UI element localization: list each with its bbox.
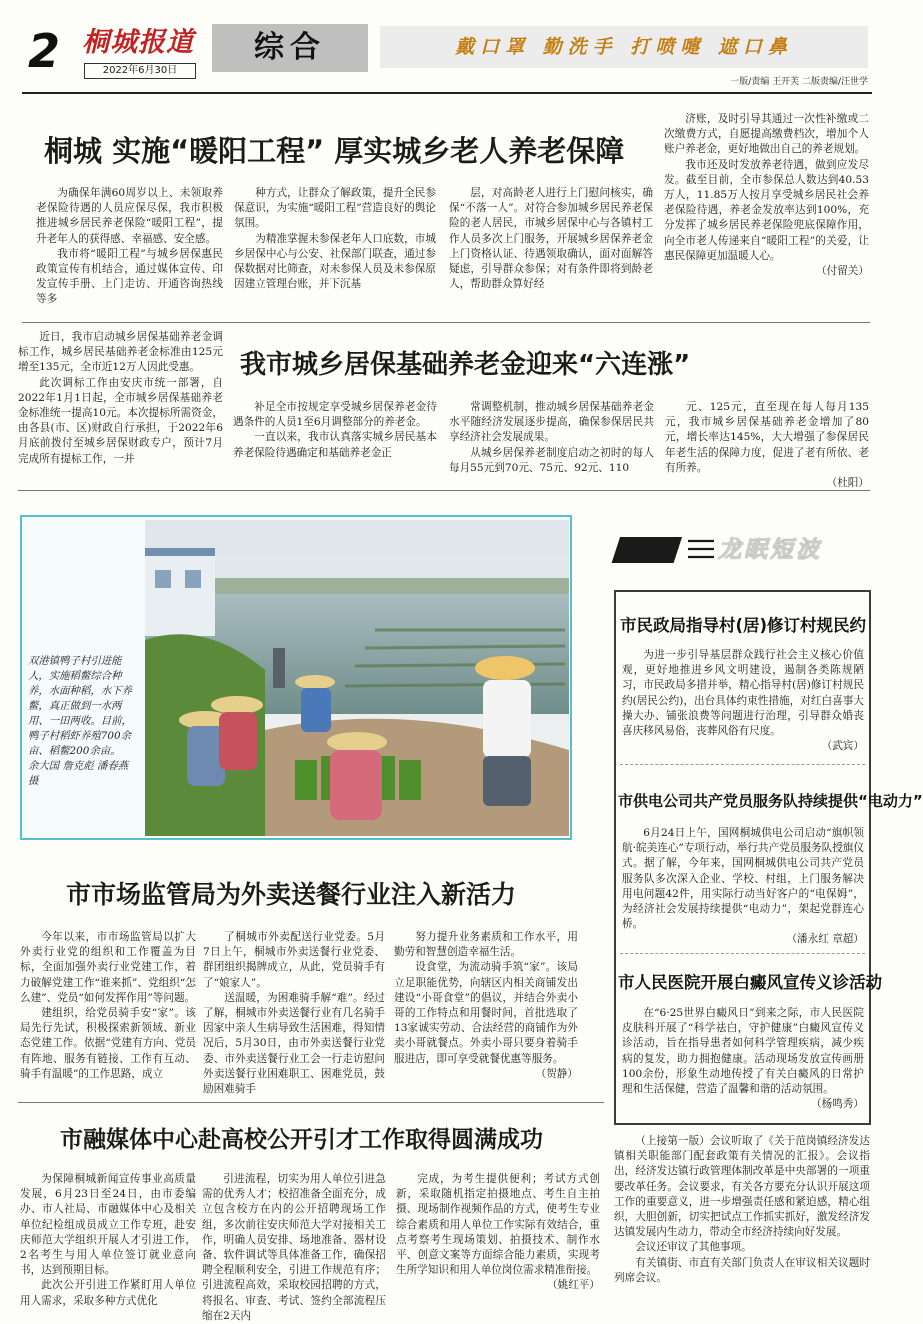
article2-col1-p: 近日，我市启动城乡居保基础养老金调标工作，城乡居民基础养老金标准由125元增至135元，全市近12万人因此受惠。 bbox=[18, 331, 223, 374]
article4-col2-p: 引进流程，切实为用人单位引进急需的优秀人才；校招准备全面充分，成立包含校方在内的公开招聘现场工作组，多次前往安庆师范大学对接相关工作，明确人员安排、场地准备、器材设备、软件调试等具体准备工作，确保招聘全程顺利安全，引进工作规范有序；引进流程高效，采取校园招聘的方式，将报名、审查、考试、签约全部流程压缩在2天内 bbox=[202, 1173, 386, 1322]
article2-col2-p: 一直以来，我市认真落实城乡居民基本养老保险待遇确定和基础养老金正 bbox=[233, 431, 437, 459]
article1-col3 bbox=[449, 186, 653, 314]
brief1-body bbox=[622, 648, 864, 758]
article1-col2-p: 为精准掌握未参保老年人口底数，市城乡居保中心与公安、社保部门联查，通过参保数据对比筛查，对未参保人员及未参保原因建立管理台账，并下沉基 bbox=[234, 232, 436, 291]
newspaper-name: 桐城报道 bbox=[82, 27, 194, 58]
article2-col3-p: 常调整机制，推动城乡居保基础养老金水平随经济发展逐步提高，确保参保居民共享经济社会发展成果。 bbox=[449, 401, 654, 444]
article1-title: 桐城 实施“暖阳工程” 厚实城乡老人养老保障 bbox=[44, 134, 625, 168]
article4-signature: （姚红平） bbox=[547, 1279, 600, 1292]
divider bbox=[18, 1102, 604, 1103]
section-header-text: 龙眠短波 bbox=[718, 537, 822, 563]
article2-col1 bbox=[18, 330, 223, 475]
publication-date: 2022年6月30日 bbox=[84, 63, 196, 79]
article1-col3-p: 层，对高龄老人进行上门慰问核实，确保“不落一人”。对符合参加城乡居民养老保险的老人居民，市城乡居保中心与各镇村工作人员多次上门服务，开展城乡居保养老金上门资格认证、待遇领取确认，面对面解答疑虑，引导群众参保；对有条件即将到龄老人，帮助群众算好经 bbox=[449, 187, 653, 291]
article3-col2-p: 送温暖，为困难骑手解“难”。经过了解，桐城市外卖送餐行业有几名骑手因家中亲人生病导致生活困难，得知情况后，5月30日，由市外卖送餐行业党委、市外卖送餐行业工会一行走访慰问外卖送餐行业困难职工、困难党员，鼓励困难骑手 bbox=[203, 991, 385, 1096]
article3-col2-p: 了桐城市外卖配送行业党委。5月7日上午，桐城市外卖送餐行业党委、群团组织揭牌成立，从此，党员骑手有了“娘家人”。 bbox=[203, 931, 385, 989]
article3-col1 bbox=[20, 930, 196, 1088]
article3-title: 市市场监管局为外卖送餐行业注入新活力 bbox=[66, 880, 517, 909]
article2-col2 bbox=[233, 400, 437, 476]
slogan-banner: 戴口罩 勤洗手 打喷嚏 遮口鼻 bbox=[380, 26, 868, 68]
continued-p: 有关镇街、市直有关部门负责人在审议相关议题时列席会议。 bbox=[614, 1256, 870, 1284]
article1-col1-p: 为确保年满60周岁以上、未领取养老保险待遇的人员应保尽保，我市积极推进城乡居民养老保险“暖阳工程”，提升老年人的获得感、幸福感、安全感。 bbox=[36, 187, 223, 245]
article1-col2-p: 种方式，让群众了解政策，提升全民参保意识，为实施“暖阳工程”营造良好的舆论氛围。 bbox=[234, 187, 436, 230]
article3-col1-p: 今年以来，市市场监管局以扩大外卖行业党的组织和工作覆盖为目标，全面加强外卖行业党建工作，着力破解党建工作“谁来抓”、党组织“怎么建”、党员“如何发挥作用”等问题。 bbox=[20, 931, 196, 1004]
brief2-body bbox=[622, 826, 864, 948]
divider bbox=[22, 322, 870, 323]
continued-article bbox=[614, 1134, 870, 1312]
article3-col2 bbox=[203, 930, 385, 1096]
brief3-title: 市人民医院开展白癜风宣传义诊活动 bbox=[618, 973, 882, 992]
farm-photo bbox=[145, 520, 569, 836]
article1-col4 bbox=[664, 112, 869, 318]
article1-col4-p: 我市还及时发放养老待遇，做到应发尽发。截至目前，全市参保总人数达到40.53万人，11.85万人按月享受城乡居民社会养老保险待遇，养老金发放率达到100%，充分发挥了城乡居民养老保险兜底保障作用，向全市老人传递来自“暖阳工程”的关爱，让惠民保障更加温暖人心。 bbox=[664, 158, 869, 262]
article2-col4 bbox=[665, 400, 869, 490]
article2-col4-p: 元、125元，直至现在每人每月135元，我市城乡居保基础养老金增加了80元，增长率达145%，大大增强了参保居民年老生活的保障力度，促进了老有所依、老有所养。 bbox=[665, 401, 869, 474]
brief1-signature: （武宾） bbox=[821, 740, 864, 753]
article4-title: 市融媒体中心赴高校公开引才工作取得圆满成功 bbox=[60, 1127, 543, 1153]
article2-col3 bbox=[449, 400, 654, 476]
article2-title: 我市城乡居保基础养老金迎来“六连涨” bbox=[240, 350, 691, 380]
article3-col3-p: 努力提升业务素质和工作水平，用勤劳和智慧创造幸福生活。 bbox=[394, 931, 578, 959]
article4-col3-p: 完成，为考生提供便利；考试方式创新，采取随机指定拍摄地点、考生自主拍摄、现场制作视频作品的方式，使考生专业综合素质和用人单位工作实际有效结合，重点考察考生现场策划、拍摄技术、制作水平、创意文案等方面综合能力素质，实现考生所学知识和用人单位岗位需求精准衔接。 bbox=[396, 1173, 600, 1277]
brief3-body bbox=[622, 1006, 864, 1120]
brief1-title: 市民政局指导村(居)修订村规民约 bbox=[619, 616, 867, 635]
article3-col1-p: 建组织，给党员骑手安“家”。该局先行先试，积极探索新领域、新业态党建工作。依据“党建有方向、党员有阵地、服务有链接、工作有互动、骑手有温暖”的工作思路，成立 bbox=[20, 1007, 196, 1080]
article4-col1-p: 此次公开引进工作紧盯用人单位用人需求，采取多种方式优化 bbox=[20, 1279, 196, 1307]
brief2-title: 市供电公司共产党员服务队持续提供“电动力” bbox=[618, 792, 923, 810]
continued-p: 会议还审议了其他事项。 bbox=[635, 1241, 752, 1254]
divider bbox=[620, 764, 865, 765]
section-name: 综合 bbox=[212, 24, 368, 72]
section-header-longmian-briefs bbox=[618, 531, 870, 569]
article2-col3-p: 从城乡居保养老制度启动之初时的每人每月55元到70元、75元、92元、110 bbox=[449, 446, 654, 474]
article1-signature: （付留关） bbox=[816, 265, 869, 278]
editor-credits: 一版/责编 王开芙 二版责编/汪世学 bbox=[730, 77, 868, 87]
continued-p: （上接第一版）会议听取了《关于范岗镇经济发达镇相关职能部门配套政策有关情况的汇报》。会议指出，经济发达镇行政管理体制改革是中央部署的一项重要改革任务。会议要求，有关各方要充分认识开展这项工作的重要意义，进一步增强责任感和紧迫感，精心组织，大胆创新，切实把试点工作抓实抓好，激发经济发达镇发展内生动力，带动全市经济持续向好发展。 bbox=[614, 1135, 870, 1239]
brief1-text: 为进一步引导基层群众践行社会主义核心价值观，更好地推进乡风文明建设，遏制各类陈规陋习，市民政局多措并举，精心指导村(居)修订村规民约(居民公约)，出台具体约束性措施，对红白喜事大操大办、铺张浪费等问题进行治理，引导群众婚丧喜庆移风易俗，丧葬风俗有尺度。 bbox=[622, 649, 864, 738]
article3-col3 bbox=[394, 930, 578, 1088]
brief2-signature: （潘永红 章超） bbox=[786, 933, 864, 946]
article3-signature: （贺静） bbox=[535, 1067, 578, 1080]
divider bbox=[620, 953, 865, 954]
article3-col3-p: 设食堂，为流动骑手筑“家”。该局立足职能优势，向辖区内相关商铺发出建设“小哥食堂”的倡议，并结合外卖小哥的工作特点和用餐时间，首批选取了13家诚实劳动、合法经营的商铺作为外卖小哥就餐点。外卖小哥只要身着骑手服进店，即可享受就餐优惠等服务。 bbox=[394, 961, 578, 1065]
article2-signature: （杜阳） bbox=[826, 477, 869, 490]
article1-col2 bbox=[234, 186, 436, 314]
article1-col4-p: 济账，及时引导其通过一次性补缴或二次缴费方式，自愿提高缴费档次，增加个人账户养老金，更好地做出自己的养老规划。 bbox=[664, 113, 869, 156]
article4-col1-p: 为保障桐城新闻宣传事业高质量发展，6月23日至24日，由市委编办、市人社局、市融媒体中心及相关单位纪检组成员成立工作专班，赴安庆师范大学组织开展人才引进工作，2名考生与用人单位签订就业意向书，达到预期目标。 bbox=[20, 1173, 196, 1277]
page-number: 2 bbox=[28, 24, 61, 78]
brief3-text: 在“6·25世界白癜风日”到来之际，市人民医院皮肤科开展了“科学祛白，守护健康”白癜风宣传义诊活动，旨在指导患者如何科学管理疾病，减少疾病的复发，助力拥抱健康。活动现场发放宣传画册100余份，形象生动地传授了有关白癜风的日常护理和生活保健，营造了温馨和谐的活动氛围。 bbox=[622, 1007, 864, 1096]
article4-col1 bbox=[20, 1172, 196, 1308]
article4-col3 bbox=[396, 1172, 600, 1308]
article2-col1-p: 此次调标工作由安庆市统一部署，自2022年1月1日起，全市城乡居保基础养老金标准统一提高10元。本次提标所需资金，由各县(市、区)财政自行承担，于2022年6月底前拨付至城乡居保财政专户，预计7月完成所有提标工作，一并 bbox=[18, 376, 223, 465]
article1-col1-p: 我市将“暖阳工程”与城乡居保惠民政策宣传有机结合，通过媒体宣传、印发宣传手册、上门走访、开通咨询热线等多 bbox=[36, 247, 223, 306]
brief2-text: 6月24日上午，国网桐城供电公司启动“旗帜领航·皖美连心”专项行动，举行共产党员服务队授旗仪式。据了解，今年来，国网桐城供电公司共产党员服务队多次深入企业、学校、村组，上门服务解决用电问题42件，用实际行动当好客户的“电保姆”，为经济社会发展持续提供“电动力”，架起党群连心桥。 bbox=[622, 827, 864, 931]
brief3-signature: （杨鸣秀） bbox=[811, 1098, 864, 1111]
photo-caption: 双港镇鸭子村引进能人，实施稻鳖综合种养，水面种稻，水下养鳖，真正做到一水两用、一田两收。目前，鸭子村稻虾养殖700余亩、稻鳖200余亩。 余大国 詹克彪 潘春燕 摄 bbox=[28, 655, 132, 787]
divider bbox=[18, 490, 870, 491]
article4-col2 bbox=[202, 1172, 386, 1322]
masthead-rule bbox=[22, 92, 872, 94]
article2-col2-p: 补足全市按规定享受城乡居保养老金待遇条件的人员1至6月调整部分的养老金。 bbox=[233, 401, 437, 429]
article1-col1 bbox=[36, 186, 223, 314]
